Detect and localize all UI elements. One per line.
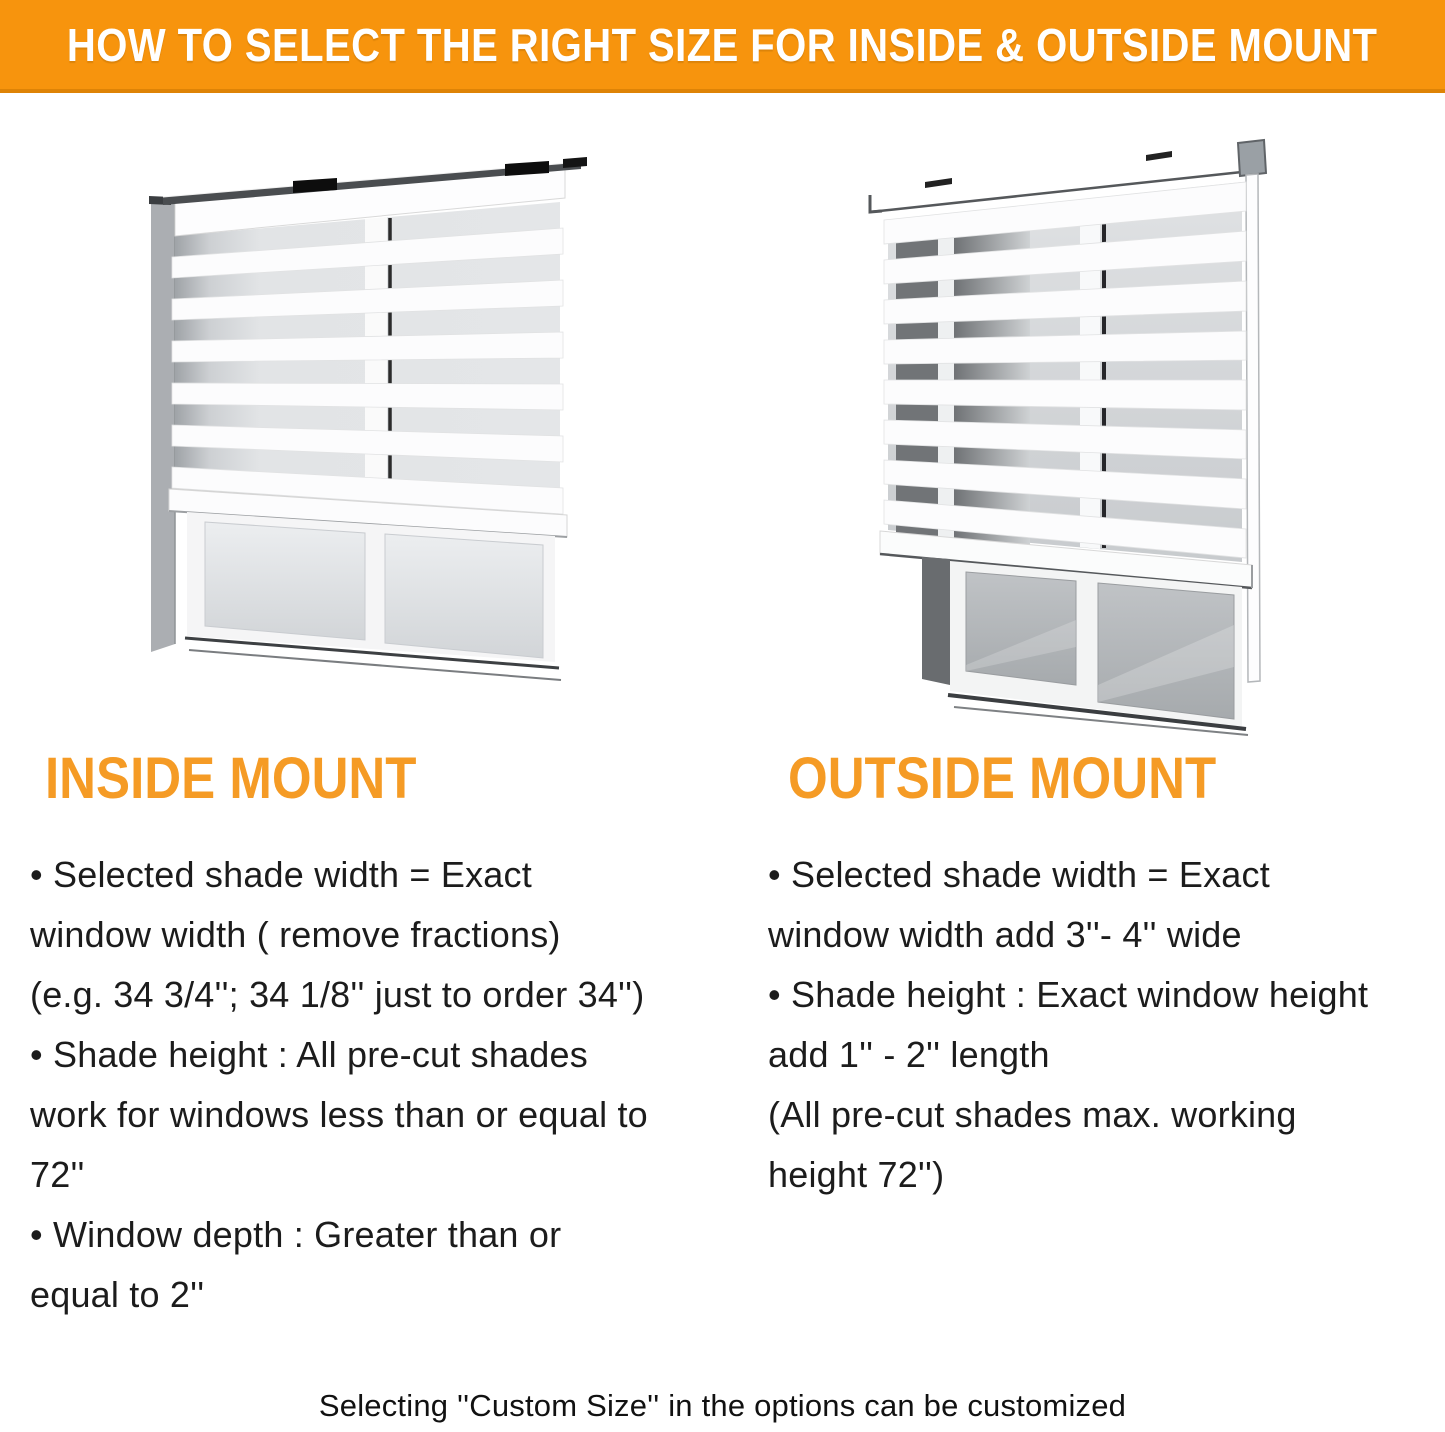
custom-size-note: Selecting ''Custom Size'' in the options can be customized [318, 1388, 1127, 1423]
spec-line: (e.g. 34 3/4''; 34 1/8'' just to order 34'') [30, 974, 645, 1015]
glass-pane [385, 534, 543, 658]
outside-mount-specs [768, 845, 1368, 1205]
spec-line: height 72'') [768, 1154, 945, 1195]
bracket-screw-slot [1146, 151, 1172, 161]
spec-line: window width add 3''- 4'' wide [768, 914, 1242, 955]
spec-line: add 1'' - 2'' length [768, 1034, 1050, 1075]
spec-line: • Selected shade width = Exact [30, 854, 532, 895]
bracket-end-block [1238, 140, 1266, 176]
rail-end-cap [563, 157, 587, 168]
side-rail [1246, 174, 1260, 682]
spec-line: • Window depth : Greater than or [30, 1214, 562, 1255]
spec-line: • Selected shade width = Exact [768, 854, 1270, 895]
inside-mount-heading: INSIDE MOUNT [45, 746, 417, 811]
window-jamb [149, 196, 175, 652]
bracket-screw-slot [925, 178, 952, 188]
spec-line: • Shade height : All pre-cut shades [30, 1034, 588, 1075]
glass-pane [205, 522, 365, 640]
banner-title: HOW TO SELECT THE RIGHT SIZE FOR INSIDE & OUTSIDE MOUNT [67, 18, 1378, 71]
outside-mount-illustration [850, 125, 1350, 739]
spec-line: work for windows less than or equal to [30, 1094, 648, 1135]
spec-line: • Shade height : Exact window height [768, 974, 1369, 1015]
spec-line: (All pre-cut shades max. working [768, 1094, 1297, 1135]
banner [0, 0, 1445, 93]
outside-mount-heading: OUTSIDE MOUNT [788, 746, 1217, 811]
spec-line: 72'' [30, 1154, 85, 1195]
spec-line: equal to 2'' [30, 1274, 205, 1315]
window-recess-shadow [922, 557, 950, 685]
window-panes [922, 557, 1248, 735]
spec-line: window width ( remove fractions) [30, 914, 561, 955]
window-panes [185, 512, 561, 680]
inside-mount-specs [30, 845, 648, 1325]
inside-mount-illustration [135, 140, 635, 710]
